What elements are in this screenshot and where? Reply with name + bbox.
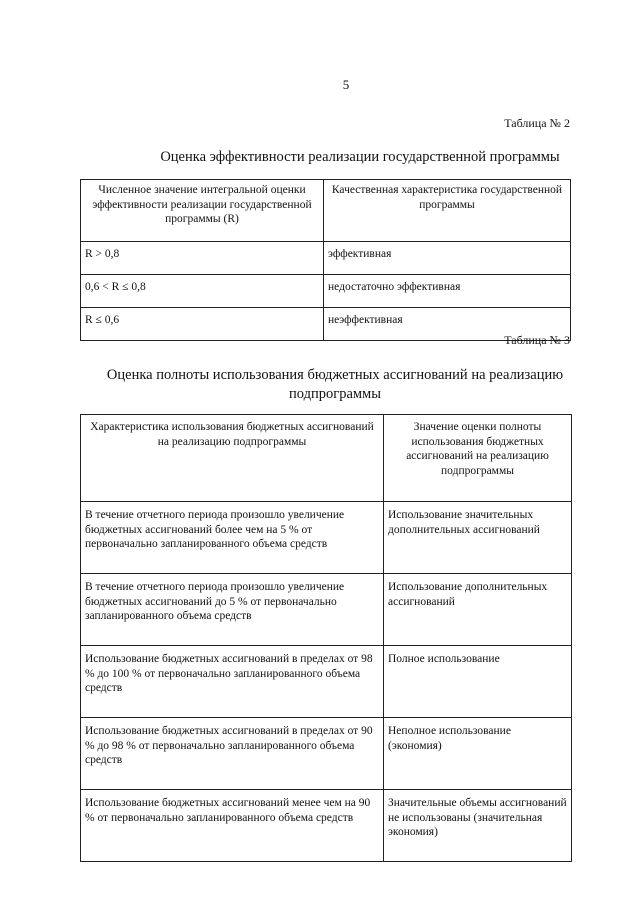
table-cell: Значительные объемы ассигнований не использованы (значительная экономия) — [384, 790, 572, 862]
table-row — [81, 790, 572, 862]
table-cell: R > 0,8 — [81, 242, 324, 275]
page-number: 5 — [342, 77, 350, 92]
table-cell: неэффективная — [324, 308, 571, 341]
table-cell: Использование бюджетных ассигнований менее чем на 90 % от первоначально запланированного объема средств — [81, 790, 384, 862]
table-cell: Использование бюджетных ассигнований в пределах от 90 % до 98 % от первоначально запланированного объема средств — [81, 718, 384, 790]
table-cell: недостаточно эффективная — [324, 275, 571, 308]
table-row — [81, 242, 571, 275]
table-cell: Полное использование — [384, 646, 572, 718]
table-cell: Использование бюджетных ассигнований в пределах от 98 % до 100 % от первоначально запланированного объема средств — [81, 646, 384, 718]
header-cell: Численное значение интегральной оценки эффективности реализации государственной программы (R) — [81, 180, 324, 242]
table-cell: Использование дополнительных ассигнований — [384, 574, 572, 646]
table-cell: эффективная — [324, 242, 571, 275]
header-cell: Качественная характеристика государственной программы — [324, 180, 571, 242]
table-3-label: Таблица № 3 — [504, 333, 570, 347]
efficiency-table — [80, 179, 571, 341]
table-row — [81, 275, 571, 308]
table-2-label: Таблица № 2 — [504, 116, 570, 130]
table-cell: Неполное использование (экономия) — [384, 718, 572, 790]
table-row — [81, 646, 572, 718]
table-row — [81, 308, 571, 341]
table-3-title: Оценка полноты использования бюджетных ассигнований на реализацию подпрограммы — [106, 367, 564, 402]
header-cell: Характеристика использования бюджетных ассигнований на реализацию подпрограммы — [81, 415, 384, 502]
table-cell: В течение отчетного периода произошло увеличение бюджетных ассигнований до 5 % от первоначально запланированного объема средств — [81, 574, 384, 646]
table-header-row — [81, 415, 572, 502]
table-cell: 0,6 < R ≤ 0,8 — [81, 275, 324, 308]
table-row — [81, 502, 572, 574]
table-cell: R ≤ 0,6 — [81, 308, 324, 341]
table-row — [81, 718, 572, 790]
budget-usage-table — [80, 414, 572, 862]
table-cell: В течение отчетного периода произошло увеличение бюджетных ассигнований более чем на 5 % от первоначально запланированного объема средств — [81, 502, 384, 574]
table-header-row — [81, 180, 571, 242]
header-cell: Значение оценки полноты использования бюджетных ассигнований на реализацию подпрограммы — [384, 415, 572, 502]
table-row — [81, 574, 572, 646]
table-cell: Использование значительных дополнительных ассигнований — [384, 502, 572, 574]
table-2-title: Оценка эффективности реализации государственной программы — [160, 149, 560, 165]
